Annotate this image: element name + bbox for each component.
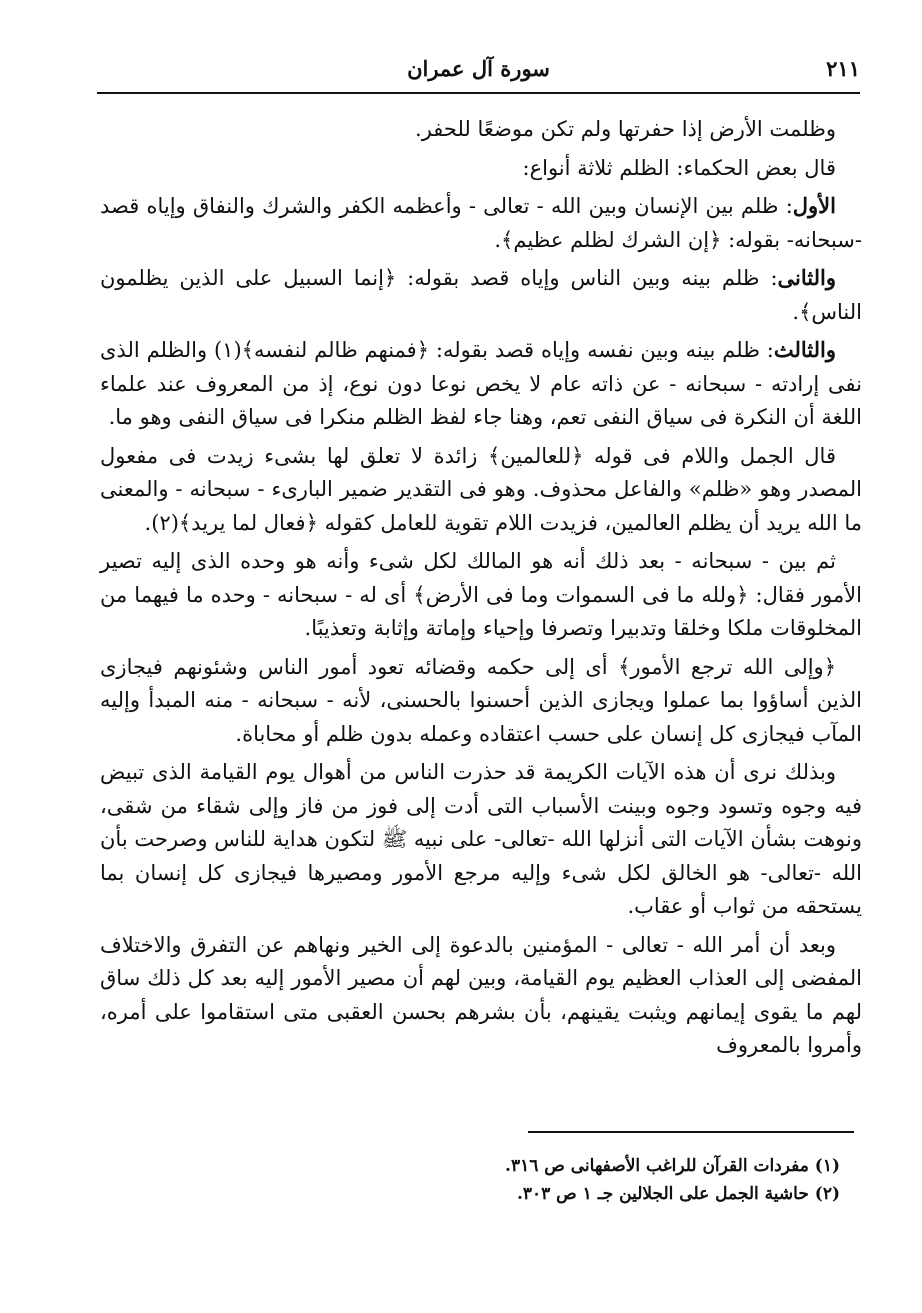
paragraph xyxy=(100,544,862,646)
paragraph xyxy=(100,189,862,257)
page-number: ٢١١ xyxy=(826,56,860,81)
page-header xyxy=(97,52,860,90)
paragraph-lead: والثالث xyxy=(773,337,836,362)
paragraph-text: ﴿وإلى الله ترجع الأمور﴾ أى إلى حكمه وقضائه تعود أمور الناس وشئونهم فيجازى الذين أساؤوا بما عملوا ويجازى الذين أحسنوا بالحسنى، لأنه - سبحانه - منه المبدأ وإليه المآب فيجازى كل إنسان على حسب اعتقاده وعمله بدون ظلم أو محاباة. xyxy=(100,654,862,746)
footnote-2: (٢) حاشية الجمل على الجلالين جـ ١ ص ٣٠٣. xyxy=(516,1184,840,1204)
paragraph-text: : ظلم بينه وبين نفسه وإياه قصد بقوله: ﴿فمنهم ظالم لنفسه﴾(١) والظلم الذى نفى إرادته - سبحانه - عن ذاته عام لا يخص نوعا دون نوع، إذ من المعروف عند علماء اللغة أن النكرة فى سياق النفى تعم، وهنا جاء لفظ الظلم منكرا فى سياق النفى وهو ما. xyxy=(100,338,862,429)
paragraph xyxy=(100,928,862,1063)
footnotes xyxy=(100,1152,840,1208)
paragraph xyxy=(100,261,862,329)
surah-title: سورة آل عمران xyxy=(407,56,550,81)
footnote-1: (١) مفردات القرآن للراغب الأصفهانى ص ٣١٦. xyxy=(505,1156,840,1176)
paragraph xyxy=(100,439,862,541)
paragraph-text: وبعد أن أمر الله - تعالى - المؤمنين بالدعوة إلى الخير ونهاهم عن التفرق والاختلاف المفضى إلى العذاب العظيم يوم القيامة، وبين لهم أن مصير الأمور إليه بعد كل ذلك ساق لهم ما يقوى إيمانهم ويثبت يقينهم، بأن بشرهم بحسن العقبى متى استقاموا على أمره، وأمروا بالمعروف xyxy=(100,932,862,1057)
paragraph-text: قال بعض الحكماء: الظلم ثلاثة أنواع: xyxy=(522,155,836,180)
paragraph-text: : ظلم بينه وبين الناس وإياه قصد بقوله: ﴿إنما السبيل على الذين يظلمون الناس﴾. xyxy=(100,266,862,324)
paragraph-text: ثم بين - سبحانه - بعد ذلك أنه هو المالك لكل شىء وأنه هو وحده الذى إليه تصير الأمور فقال: ﴿ولله ما فى السموات وما فى الأرض﴾ أى له - سبحانه - وحده ما فيهما من المخلوقات ملكا وخلقا وتدبيرا وتصرفا وإحياء وإماتة وإثابة وتعذيبًا. xyxy=(100,549,862,640)
paragraph-lead: والثانى xyxy=(777,265,836,290)
header-divider xyxy=(97,92,860,94)
paragraph xyxy=(100,755,862,924)
paragraph xyxy=(100,333,862,435)
paragraph-text: وظلمت الأرض إذا حفرتها ولم تكن موضعًا للحفر. xyxy=(415,117,836,141)
footnote-divider xyxy=(528,1131,854,1133)
paragraph-text: قال الجمل واللام فى قوله ﴿للعالمين﴾ زائدة لا تعلق لها بشىء زيدت فى مفعول المصدر وهو «ظلم» والفاعل محذوف. وهو فى التقدير ضمير البارىء - سبحانه - والمعنى ما الله يريد أن يظلم العالمين، فزيدت اللام تقوية للعامل كقوله ﴿فعال لما يريد﴾(٢). xyxy=(100,443,862,535)
paragraph xyxy=(100,112,862,147)
paragraph xyxy=(100,151,862,186)
paragraph-text: وبذلك نرى أن هذه الآيات الكريمة قد حذرت الناس من أهوال يوم القيامة الذى تبيض فيه وجوه وتسود وجوه وبينت الأسباب التى أدت إلى فوز من فاز وإلى شقاء من شقى، ونوهت بشأن الآيات التى أنزلها الله -تعالى- على نبيه ﷺ لتكون هداية للناس وصرحت بأن الله -تعالى- هو الخالق لكل شىء وإليه مرجع الأمور ومصيرها فيجازى كل إنسان بما يستحقه من ثواب أو عقاب. xyxy=(100,760,862,918)
paragraph-text: : ظلم بين الإنسان وبين الله - تعالى - وأعظمه الكفر والشرك والنفاق وإياه قصد -سبحانه- بقوله: ﴿إن الشرك لظلم عظيم﴾. xyxy=(100,194,862,252)
body-text xyxy=(100,112,862,1067)
paragraph-lead: الأول xyxy=(792,193,836,218)
paragraph xyxy=(100,650,862,752)
